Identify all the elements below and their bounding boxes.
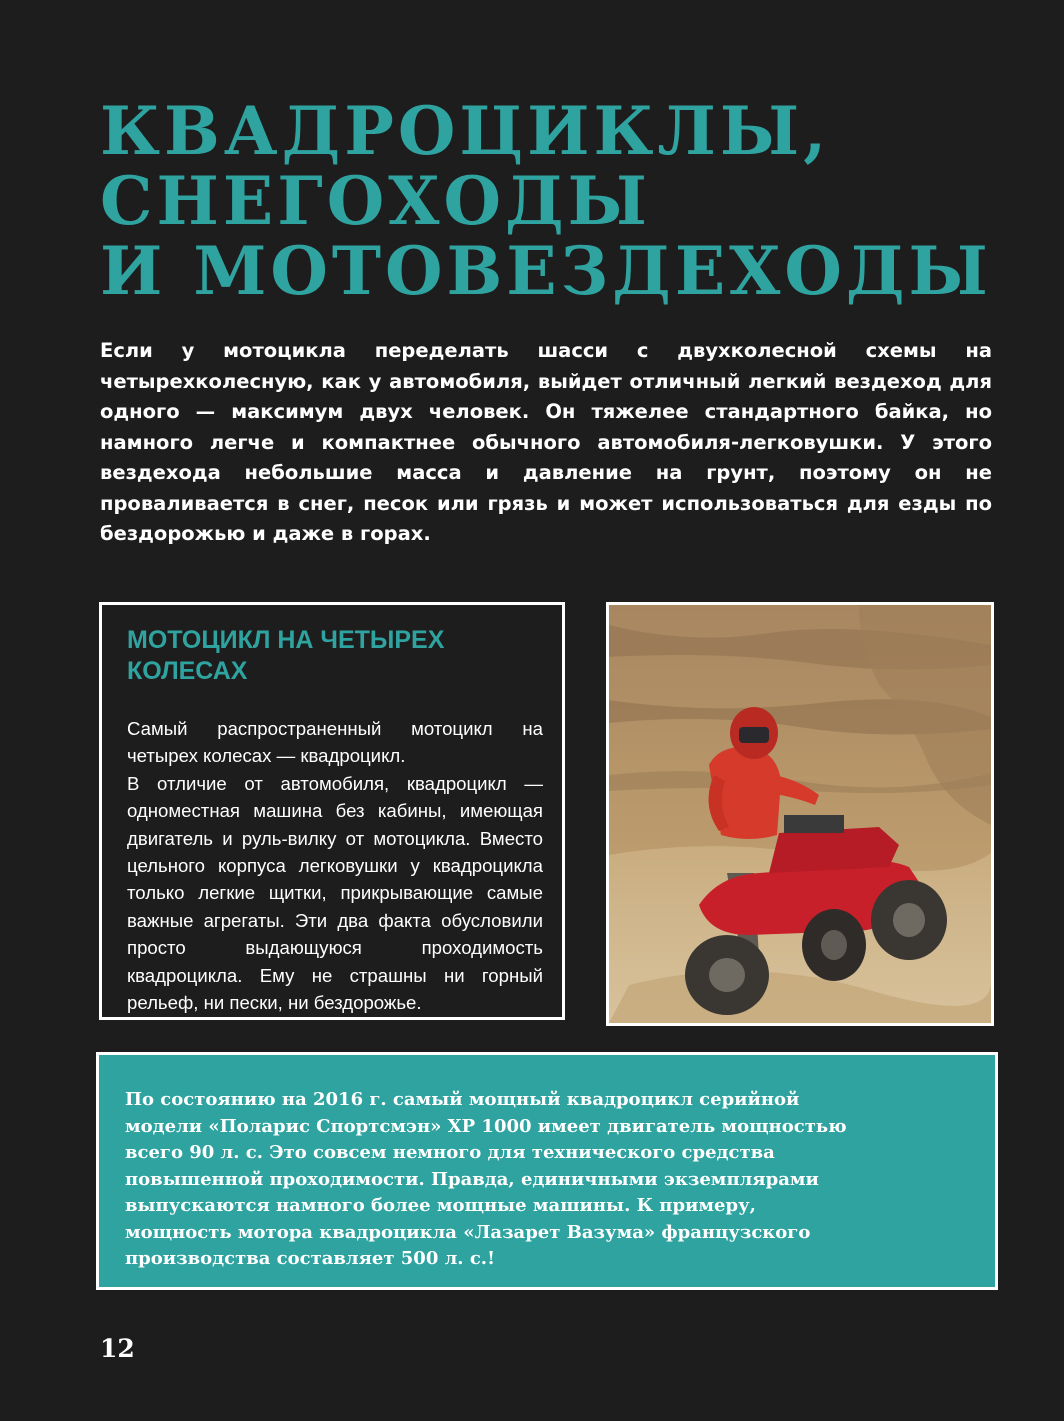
fact-box [96,1052,998,1290]
fact-box-text [125,1087,967,1273]
fact-line: всего 90 л. с. Это совсем немного для технического средства [125,1142,775,1163]
page-number: 12 [100,1334,135,1363]
sidebar-box [99,602,565,1020]
title-line: КВАДРОЦИКЛЫ, [100,92,831,170]
sidebar-paragraph: В отличие от автомобиля, квадроцикл — одноместная машина без кабины, имеющая двигатель и руль-вилку от мотоцикла. Вместо цельного корпуса легковушки у квадроцикла только легкие щитки, прикрывающие самые важные агрегаты. Эти два факта обусловили просто выдающуюся проходимость квадроцикла. Ему не страшны ни горный рельеф, ни пески, ни бездорожье. [127,772,543,1014]
atv-rider-photo [606,602,994,1026]
fact-line: повышенной проходимости. Правда, единичными экземплярами [125,1168,819,1190]
fact-line: модели «Поларис Спортсмэн» ХР 1000 имеет двигатель мощностью [125,1115,847,1137]
sidebar-paragraph: Самый распространенный мотоцикл на четырех колесах — квадроцикл. [127,718,543,767]
intro-paragraph: Если у мотоцикла переделать шасси с двухколесной схемы на четырехколесную, как у автомобиля, выйдет отличный легкий вездеход для одного — максимум двух человек. Он тяжелее стандартного байка, но намного легче и компактнее обычного автомобиля-легковушки. У этого вездехода небольшие масса и давление на грунт, поэтому он не проваливается в снег, песок или грязь и может использоваться для езды по бездорожью и даже в горах. [100,339,992,545]
sidebar-box-text [127,715,543,1016]
page-title [100,92,1020,310]
fact-line: выпускаются намного более мощные машины. К примеру, [125,1195,756,1216]
sidebar-title-line: МОТОЦИКЛ НА ЧЕТЫРЕХ [127,626,445,654]
fact-line: По состоянию на 2016 г. самый мощный квадроцикл серийной [125,1089,800,1110]
title-line: И МОТОВЕЗДЕХОДЫ [100,232,992,310]
fact-line: мощность мотора квадроцикла «Лазарет Вазума» французского [125,1221,811,1243]
sidebar-title-line: КОЛЕСАХ [127,657,248,685]
title-line: СНЕГОХОДЫ [100,162,651,240]
fact-line: производства составляет 500 л. с.! [125,1248,495,1269]
sidebar-box-title [127,625,547,687]
photo-illustration [609,605,991,1023]
